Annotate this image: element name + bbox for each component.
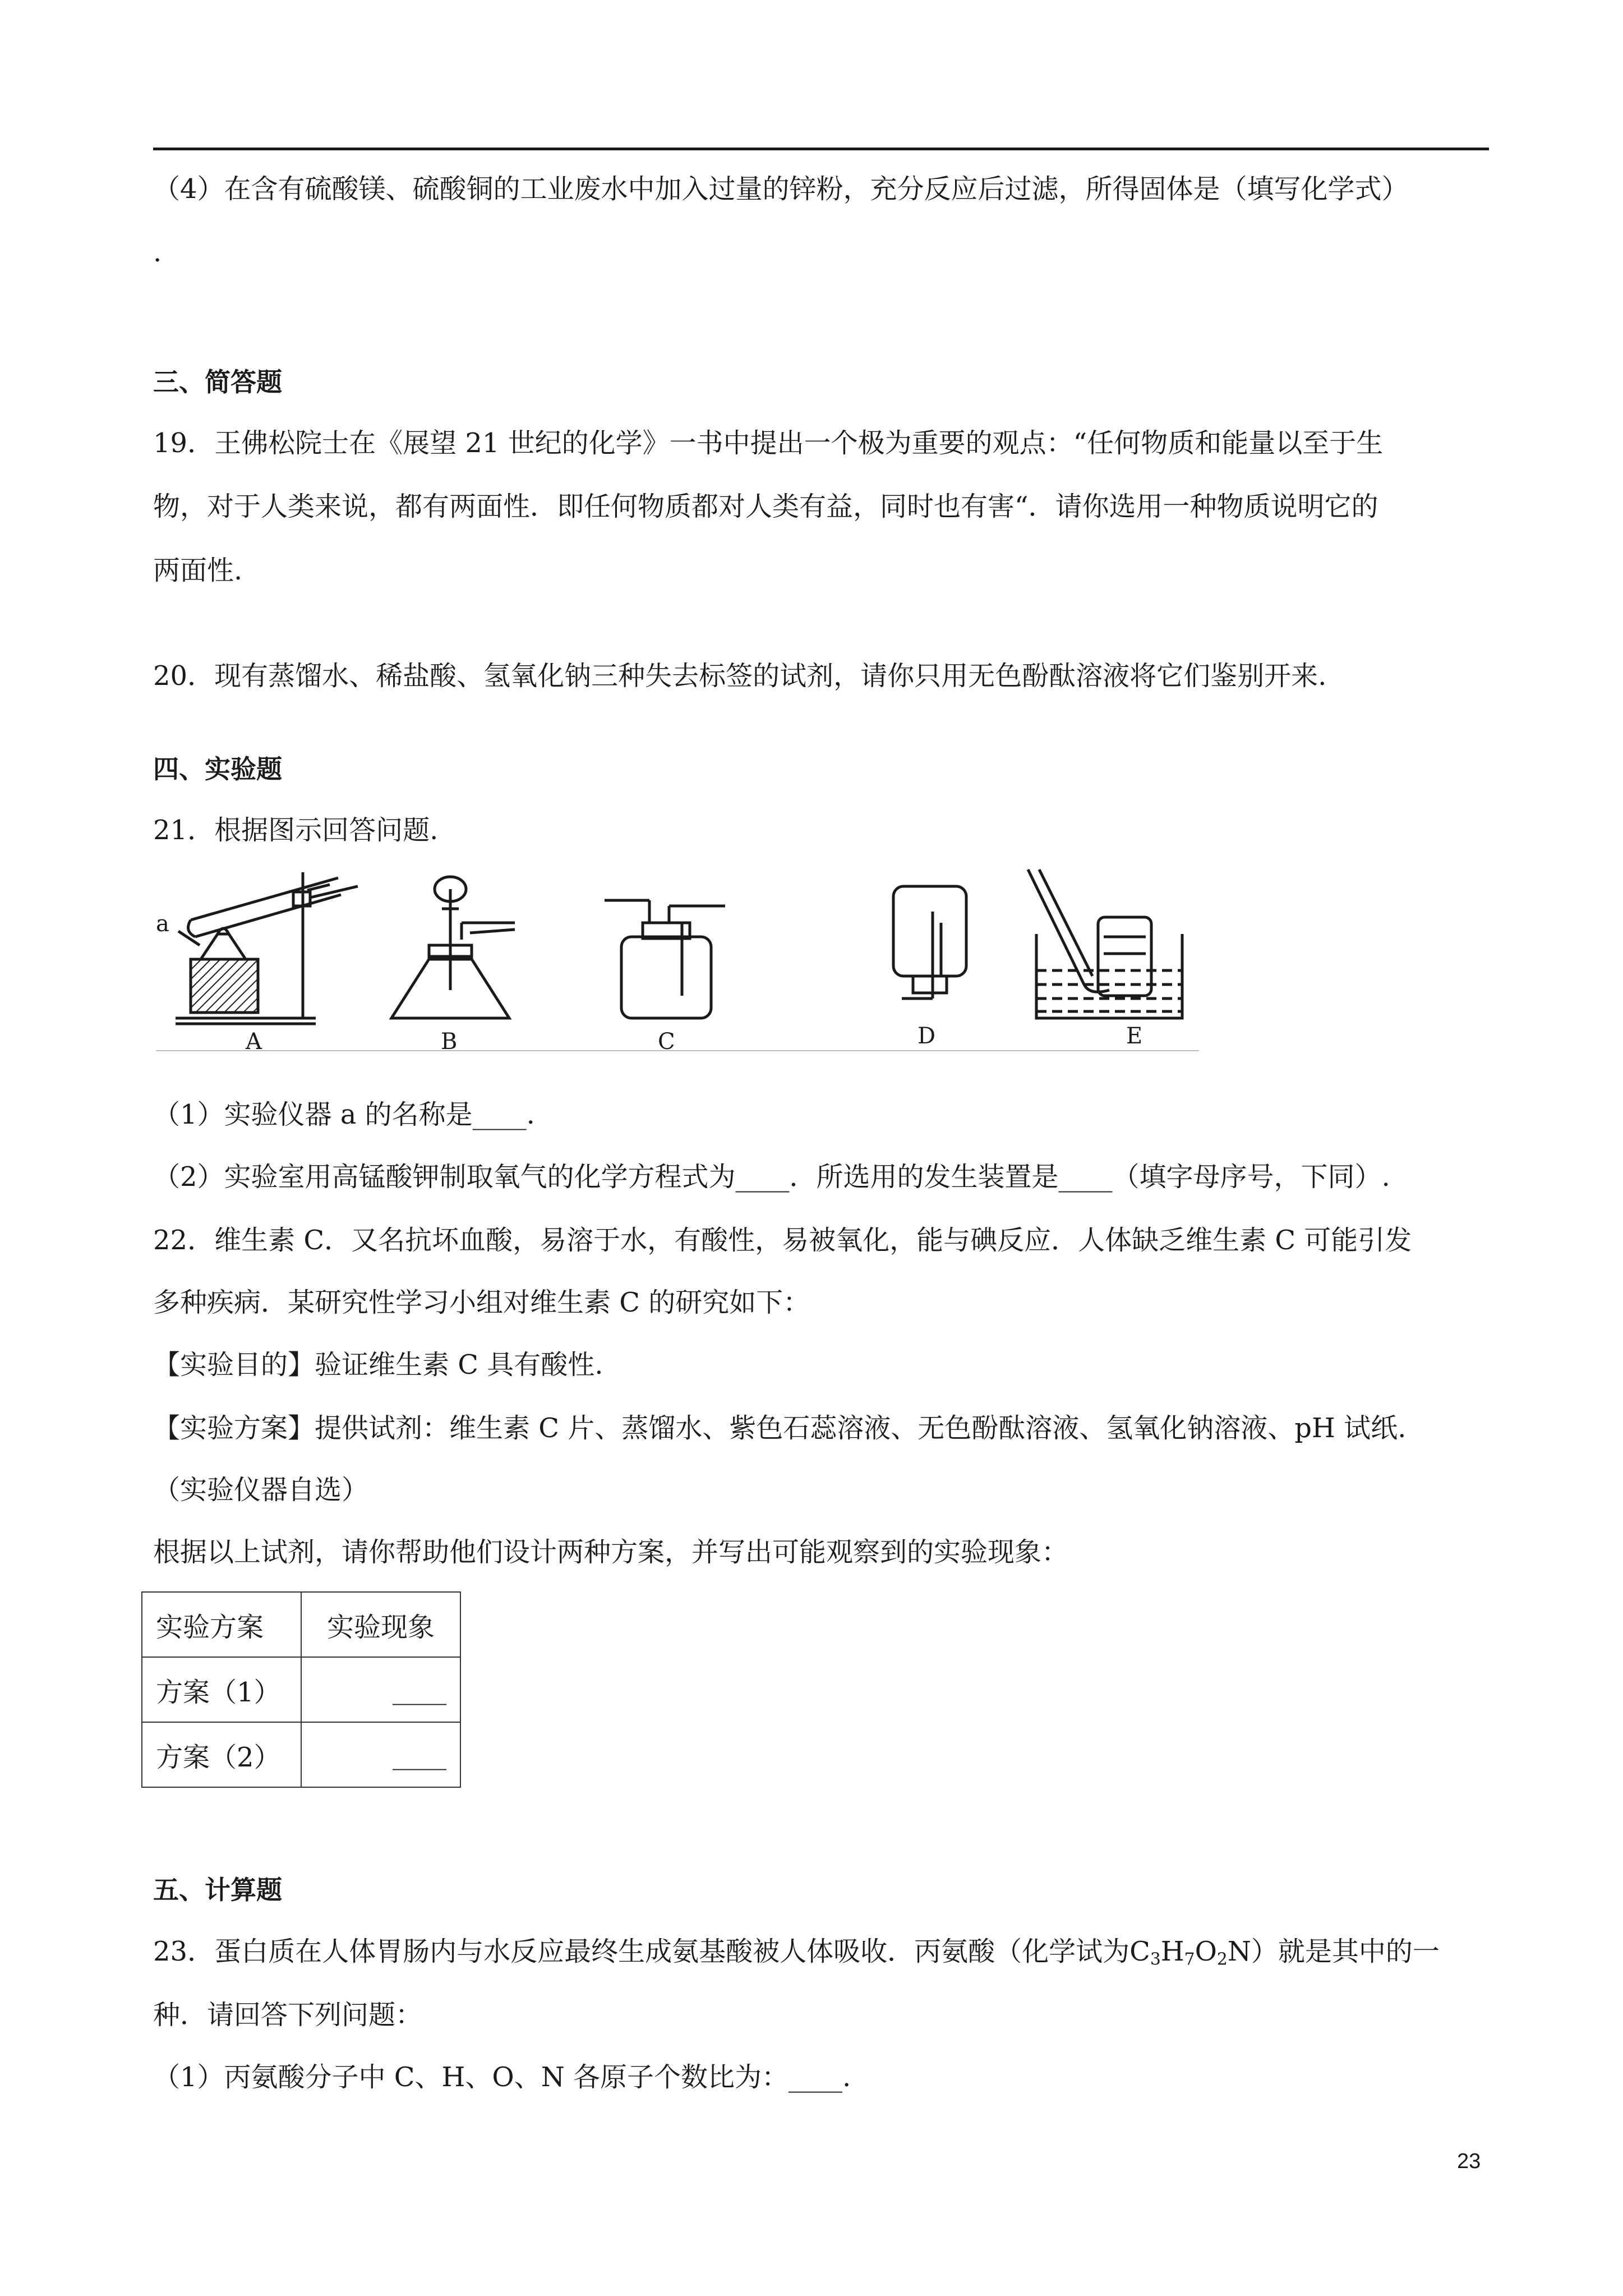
label-a: a [156, 911, 169, 937]
table-cell-blank: ____ [301, 1657, 460, 1722]
apparatus-b-icon [391, 877, 515, 1018]
table-cell-plan: 方案（2） [142, 1722, 301, 1787]
experiment-table [141, 1591, 461, 1788]
section-heading-calculation: 五、计算题 [153, 1875, 282, 1905]
section-heading-short-answer: 三、简答题 [153, 367, 282, 397]
q23-line1 [153, 1934, 1440, 1977]
q18-part4: （4）在含有硫酸镁、硫酸铜的工业废水中加入过量的锌粉，充分反应后过滤，所得固体是（填写化学式） [153, 173, 1409, 205]
q19-line1: 19．王佛松院士在《展望 21 世纪的化学》一书中提出一个极为重要的观点：“任何物质和能量以至于生 [153, 427, 1384, 459]
section-heading-experiment: 四、实验题 [153, 754, 282, 784]
q22-plan-instruments: （实验仪器自选） [153, 1474, 369, 1506]
table-row [142, 1657, 460, 1722]
q23-text-pre: 23．蛋白质在人体胃肠内与水反应最终生成氨基酸被人体吸收．丙氨酸（化学试为 [153, 1936, 1130, 1967]
q18-part4-end: . [153, 237, 162, 268]
table-header-plan: 实验方案 [142, 1592, 301, 1657]
q20-text: 20．现有蒸馏水、稀盐酸、氢氧化钠三种失去标签的试剂，请你只用无色酚酞溶液将它们鉴别开来. [153, 660, 1327, 692]
apparatus-d-icon [893, 886, 966, 999]
table-cell-plan: 方案（1） [142, 1657, 301, 1722]
label-A: A [246, 1029, 262, 1052]
q22-task: 根据以上试剂，请你帮助他们设计两种方案，并写出可能观察到的实验现象： [153, 1536, 1069, 1568]
q19-line2: 物，对于人类来说，都有两面性．即任何物质都对人类有益，同时也有害“．请你选用一种物质说明它的 [153, 491, 1378, 522]
q21-part1: （1）实验仪器 a 的名称是____. [153, 1099, 535, 1130]
label-E: E [1126, 1023, 1143, 1049]
apparatus-e-icon [1028, 869, 1182, 1018]
q23-text-post: ）就是其中的一 [1251, 1936, 1440, 1967]
q21-part2: （2）实验室用高锰酸钾制取氧气的化学方程式为____．所选用的发生装置是____（填字母序号，下同）. [153, 1161, 1390, 1193]
header-rule [153, 148, 1489, 150]
label-B: B [441, 1029, 458, 1052]
table-header-row [142, 1592, 460, 1657]
q22-plan: 【实验方案】提供试剂：维生素 C 片、蒸馏水、紫色石蕊溶液、无色酚酞溶液、氢氧化钠溶液、pH 试纸. [153, 1412, 1407, 1444]
apparatus-c-icon [605, 900, 725, 1018]
q19-line3: 两面性. [153, 555, 243, 586]
q23-line2: 种．请回答下列问题： [153, 1999, 423, 2031]
table-cell-blank: ____ [301, 1722, 460, 1787]
q23-part1: （1）丙氨酸分子中 C、H、O、N 各原子个数比为：____. [153, 2062, 851, 2093]
q22-purpose: 【实验目的】验证维生素 C 具有酸性. [153, 1349, 603, 1381]
page-number: 23 [1457, 2150, 1481, 2173]
q22-line2: 多种疾病．某研究性学习小组对维生素 C 的研究如下： [153, 1287, 810, 1318]
table-header-observation: 实验现象 [301, 1592, 460, 1657]
label-D: D [917, 1023, 936, 1049]
label-C: C [658, 1029, 675, 1052]
q22-line1: 22．维生素 C．又名抗坏血酸，易溶于水，有酸性，易被氧化，能与碘反应．人体缺乏维生素 C 可能引发 [153, 1225, 1412, 1256]
apparatus-a-icon [176, 872, 358, 1024]
q21-text: 21．根据图示回答问题. [153, 815, 439, 846]
table-row [142, 1722, 460, 1787]
apparatus-figure [156, 861, 1199, 1052]
alanine-formula: $C_3H_7O_2N$ [1129, 1936, 1251, 1970]
